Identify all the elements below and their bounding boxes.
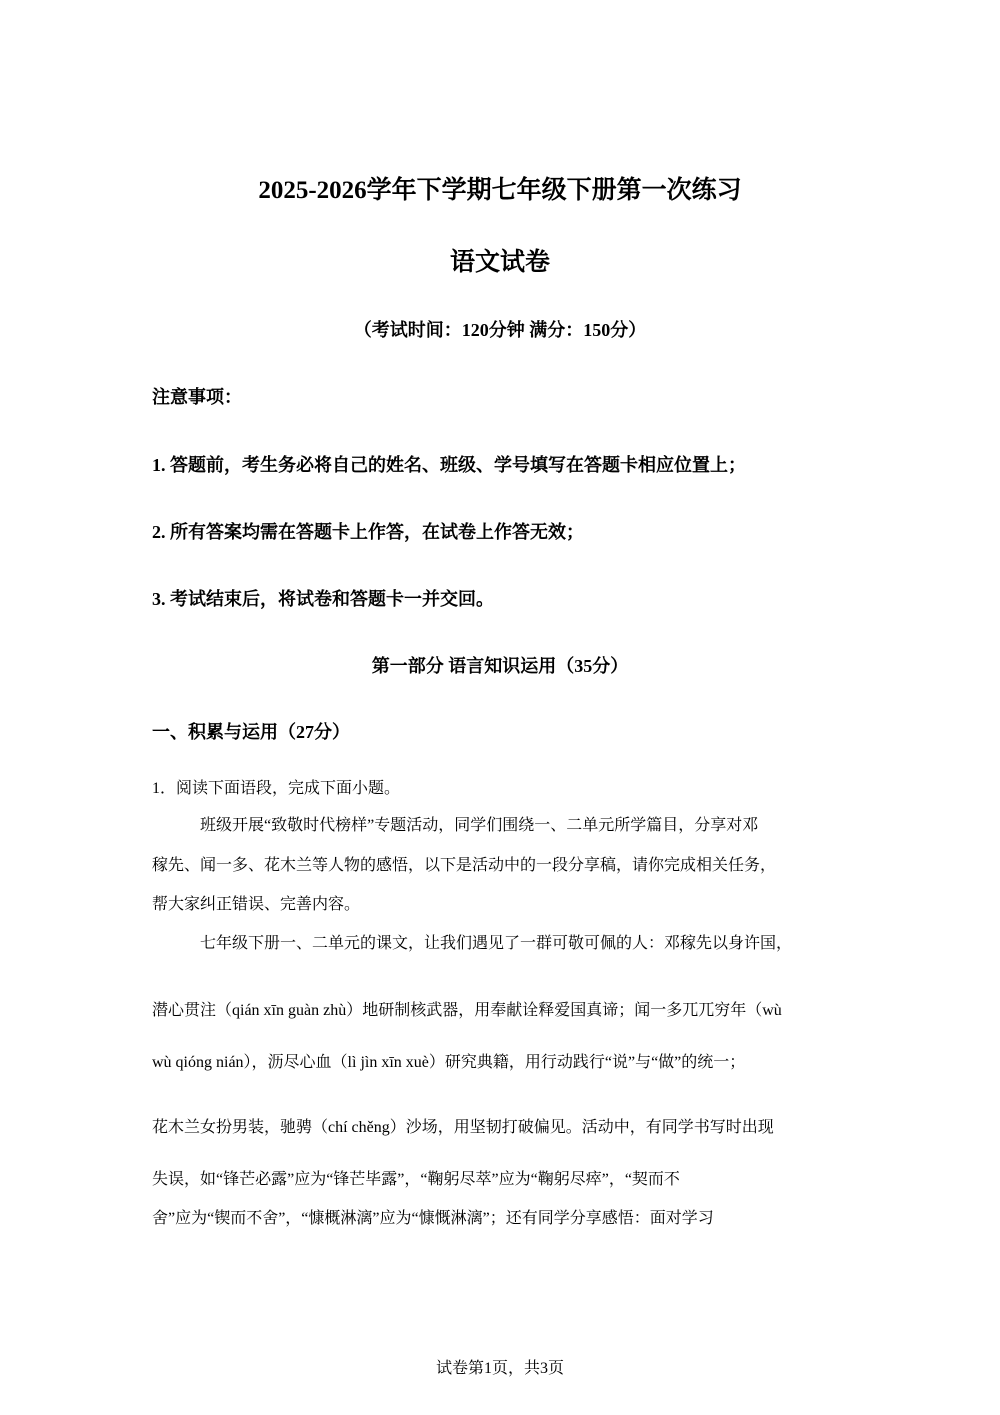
question-stem: 1．阅读下面语段，完成下面小题。: [152, 780, 401, 797]
notice-heading: 注意事项：: [152, 387, 242, 407]
notice-item: 2. 所有答案均需在答题卡上作答，在试卷上作答无效；: [152, 522, 584, 542]
passage-line: 花木兰女扮男装，驰骋（chí chěng）沙场，用坚韧打破偏见。活动中，有同学书写时出现: [152, 1119, 774, 1136]
notice-item: 3. 考试结束后，将试卷和答题卡一并交回。: [152, 589, 494, 609]
passage-line: 舍”应为“锲而不舍”，“慷概淋漓”应为“慷慨淋漓”；还有同学分享感悟：面对学习: [152, 1210, 714, 1227]
intro-line: 帮大家纠正错误、完善内容。: [152, 896, 361, 913]
intro-line: 稼先、闻一多、花木兰等人物的感悟，以下是活动中的一段分享稿，请你完成相关任务，: [152, 857, 777, 874]
passage-line: 潜心贯注（qián xīn guàn zhù）地研制核武器，用奉献诠释爱国真谛；闻一多兀兀穷年（wù: [152, 1002, 782, 1019]
section-title: 一、积累与运用（27分）: [152, 722, 350, 742]
exam-info: （考试时间：120分钟 满分：150分）: [353, 320, 647, 340]
exam-title: 2025-2026学年下学期七年级下册第一次练习: [258, 177, 742, 204]
passage-line: 失误，如“锋芒必露”应为“锋芒毕露”，“鞠躬尽萃”应为“鞠躬尽瘁”，“契而不: [152, 1171, 680, 1188]
part-title: 第一部分 语言知识运用（35分）: [371, 656, 629, 676]
passage-line: 七年级下册一、二单元的课文，让我们遇见了一群可敬可佩的人：邓稼先以身许国，: [200, 935, 793, 952]
notice-item: 1. 答题前，考生务必将自己的姓名、班级、学号填写在答题卡相应位置上；: [152, 455, 746, 475]
passage-line: wù qióng nián），沥尽心血（lì jìn xīn xuè）研究典籍，用行动践行“说”与“做”的统一；: [152, 1054, 746, 1071]
subject-title: 语文试卷: [449, 249, 550, 276]
intro-line: 班级开展“致敬时代榜样”专题活动，同学们围绕一、二单元所学篇目，分享对邓: [200, 817, 759, 834]
page-footer: 试卷第1页，共3页: [435, 1360, 564, 1377]
